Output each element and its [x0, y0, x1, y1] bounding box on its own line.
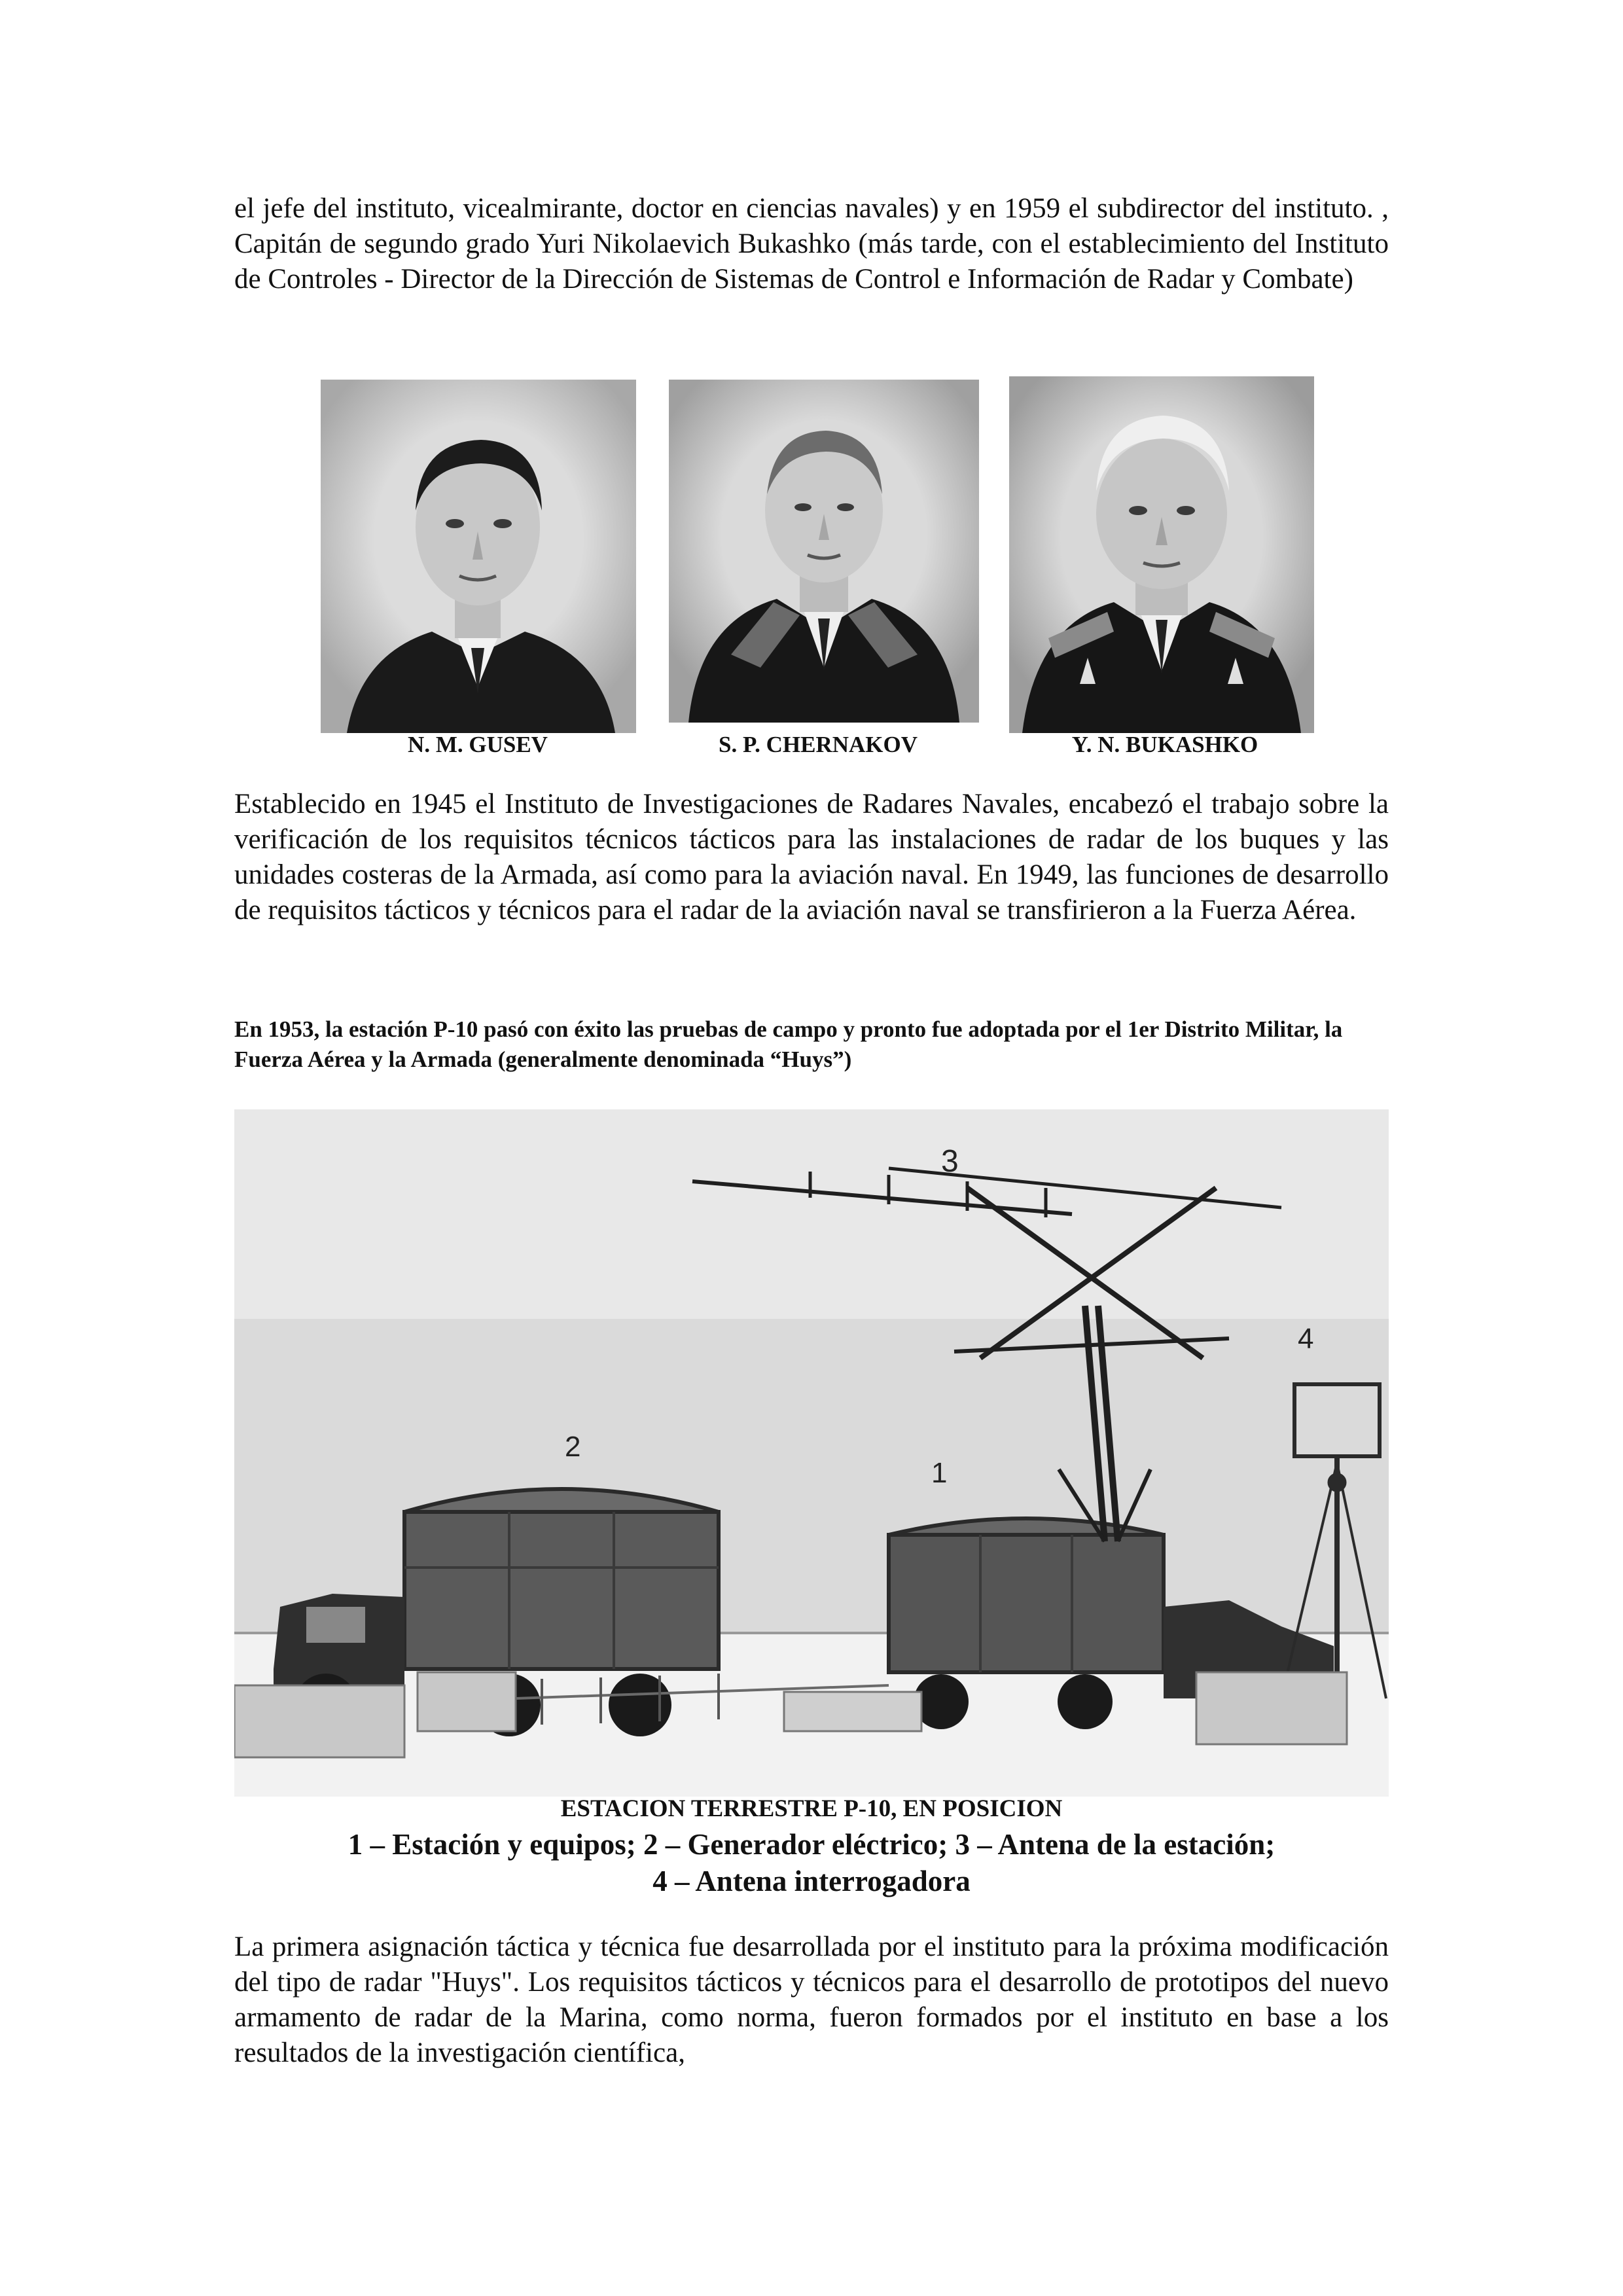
station-p10-illustration — [234, 1109, 1389, 1797]
portrait-caption-gusev: N. M. GUSEV — [408, 732, 548, 757]
portrait-photo-chernakov — [669, 380, 979, 723]
figure-label-1: 1 — [931, 1457, 948, 1489]
figure-label-2: 2 — [565, 1431, 581, 1463]
paragraph-established: Establecido en 1945 el Instituto de Investigaciones de Radares Navales, encabezó el trabajo sobre la verificación de los requisitos técnicos tácticos para las instalaciones de radar de los buques y las unidades costeras de la Armada, así como para la aviación naval. En 1949, las funciones de desarrollo de requisitos tácticos y técnicos para el radar de la aviación naval se transfirieron a la Fuerza Aérea. — [234, 789, 1389, 925]
portrait-caption-chernakov: S. P. CHERNAKOV — [718, 732, 918, 757]
figure-legend-line-2: 4 – Antena interrogadora — [652, 1865, 971, 1897]
figure-label-3: 3 — [941, 1144, 959, 1179]
station-p10-photo — [234, 1109, 1389, 1797]
figure-title: ESTACION TERRESTRE P-10, EN POSICION — [560, 1795, 1063, 1822]
paragraph-intro: el jefe del instituto, vicealmirante, doctor en ciencias navales) y en 1959 el subdirector del instituto. , Capitán de segundo grado Yuri Nikolaevich Bukashko (más tarde, con el establecimiento del Instituto de Controles - Director de la Dirección de Sistemas de Control e Información de Radar y Combate) — [234, 193, 1389, 295]
portrait-photo-bukashko — [1009, 376, 1314, 733]
figure-legend — [234, 1826, 1389, 1899]
paragraph-closing: La primera asignación táctica y técnica fue desarrollada por el instituto para la próxima modificación del tipo de radar "Huys". Los requisitos tácticos y técnicos para el desarrollo de prototipos del nuevo armamento de radar de la Marina, como norma, fueron formados por el instituto en base a los resultados de la investigación científica, — [234, 1931, 1389, 2068]
portrait-caption-bukashko: Y. N. BUKASHKO — [1071, 732, 1258, 757]
paragraph-station-1953: En 1953, la estación P-10 pasó con éxito las pruebas de campo y pronto fue adoptada por el 1er Distrito Militar, la Fuerza Aérea y la Armada (generalmente denominada “Huys”) — [234, 1016, 1343, 1072]
figure-label-4: 4 — [1298, 1323, 1314, 1355]
portrait-photo-gusev — [321, 380, 636, 733]
figure-legend-line-1: 1 – Estación y equipos; 2 – Generador eléctrico; 3 – Antena de la estación; — [348, 1828, 1275, 1861]
